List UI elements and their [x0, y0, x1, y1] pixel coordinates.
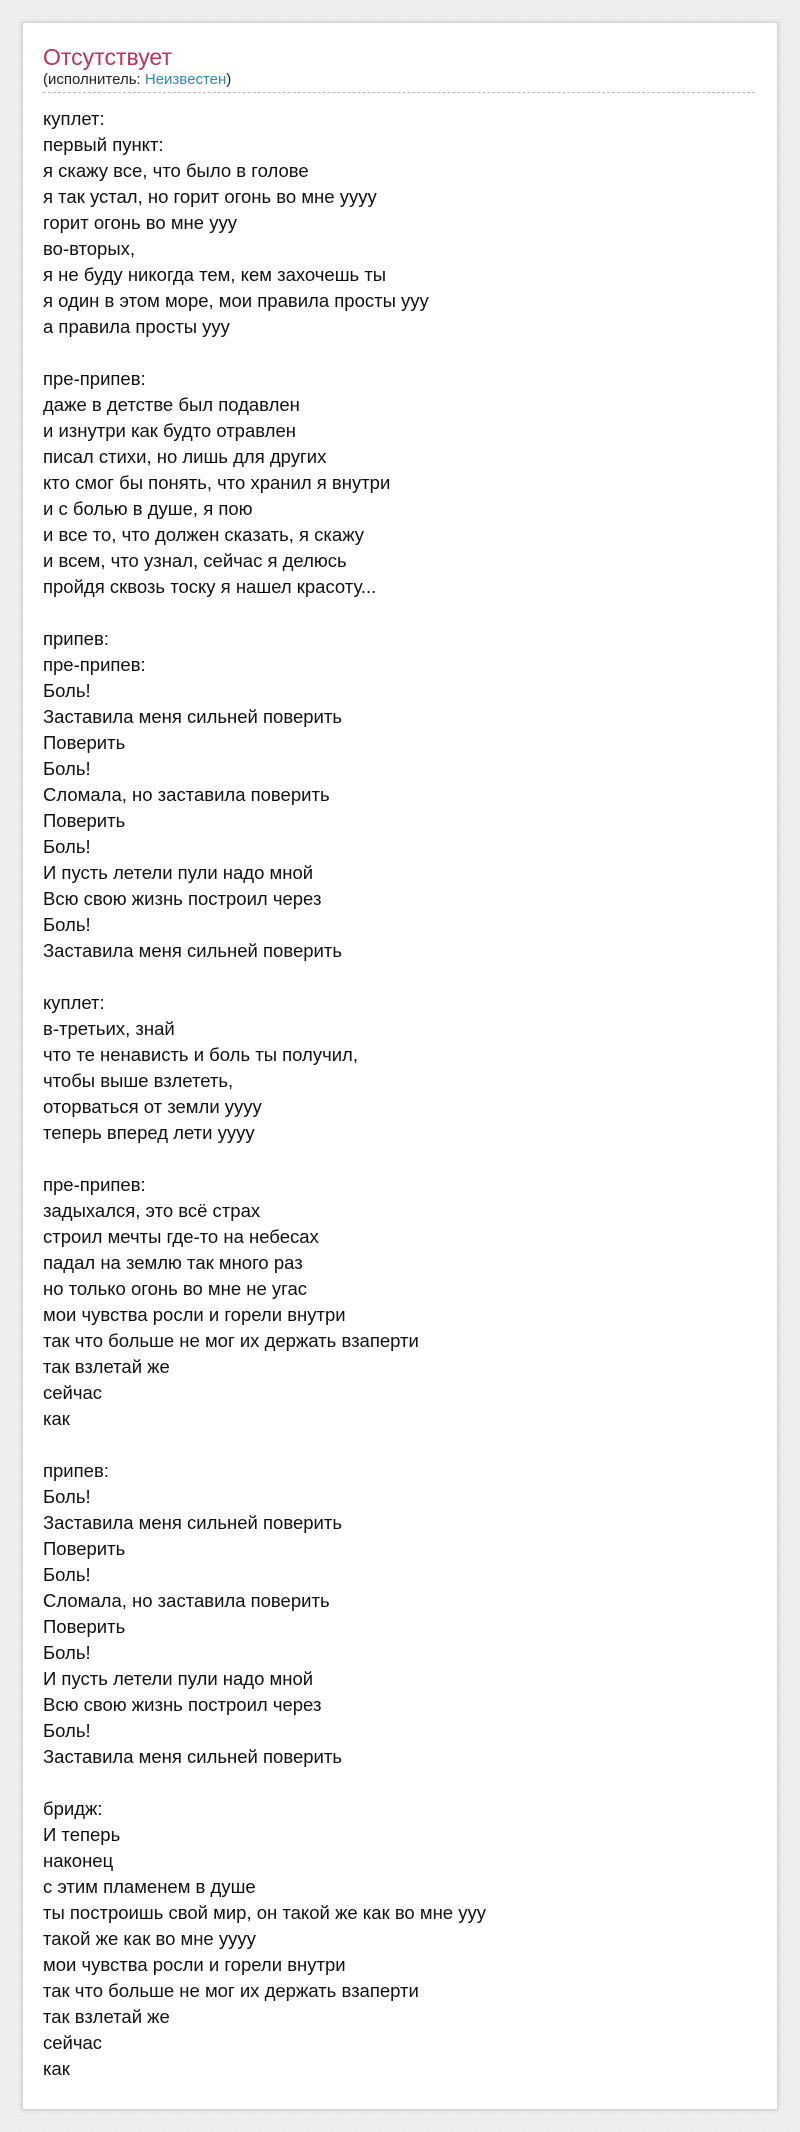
lyric-line: я так устал, но горит огонь во мне уууу: [43, 186, 377, 207]
lyric-line: что те ненависть и боль ты получил,: [43, 1044, 358, 1065]
lyric-line: пре-припев:: [43, 1174, 146, 1195]
artist-prefix: (исполнитель:: [43, 71, 145, 88]
lyric-line: я не буду никогда тем, кем захочешь ты: [43, 264, 387, 285]
lyric-line: падал на землю так много раз: [43, 1252, 303, 1273]
lyric-line: Боль!: [43, 758, 91, 779]
lyric-line: горит огонь во мне ууу: [43, 212, 237, 233]
blank-line: [43, 600, 757, 626]
lyric-line: Поверить: [43, 1538, 126, 1559]
lyric-line: и всем, что узнал, сейчас я делюсь: [43, 550, 347, 571]
lyric-line: так взлетай же: [43, 2006, 170, 2027]
lyric-line: Боль!: [43, 1720, 91, 1741]
lyric-line: ты построишь свой мир, он такой же как во мне ууу: [43, 1902, 486, 1923]
lyric-line: я скажу все, что было в голове: [43, 160, 309, 181]
blank-line: [43, 1770, 757, 1796]
lyric-line: как: [43, 2058, 70, 2079]
lyric-line: во-вторых,: [43, 238, 136, 259]
lyric-line: оторваться от земли уууу: [43, 1096, 262, 1117]
lyric-line: в-третьих, знай: [43, 1018, 175, 1039]
lyric-line: и с болью в душе, я пою: [43, 498, 253, 519]
lyric-line: Поверить: [43, 1616, 126, 1637]
lyric-line: Заставила меня сильней поверить: [43, 1512, 342, 1533]
lyric-line: куплет:: [43, 992, 105, 1013]
lyric-line: куплет:: [43, 108, 105, 129]
lyric-line: строил мечты где-то на небесах: [43, 1226, 319, 1247]
lyric-line: кто смог бы понять, что хранил я внутри: [43, 472, 391, 493]
lyrics-body: [43, 106, 757, 2082]
lyric-line: так взлетай же: [43, 1356, 170, 1377]
lyric-line: с этим пламенем в душе: [43, 1876, 256, 1897]
lyric-line: Боль!: [43, 1642, 91, 1663]
lyric-line: так что больше не мог их держать взаперти: [43, 1980, 419, 2001]
blank-line: [43, 1432, 757, 1458]
lyric-line: припев:: [43, 1460, 109, 1481]
lyric-line: наконец: [43, 1850, 114, 1871]
lyric-line: даже в детстве был подавлен: [43, 394, 300, 415]
lyric-line: Боль!: [43, 1564, 91, 1585]
lyric-line: задыхался, это всё страх: [43, 1200, 261, 1221]
lyric-line: такой же как во мне уууу: [43, 1928, 256, 1949]
lyric-line: Заставила меня сильней поверить: [43, 1746, 342, 1767]
lyric-line: бридж:: [43, 1798, 103, 1819]
lyric-line: сейчас: [43, 2032, 103, 2053]
lyric-line: как: [43, 1408, 70, 1429]
lyric-line: Поверить: [43, 732, 126, 753]
lyric-line: теперь вперед лети уууу: [43, 1122, 255, 1143]
blank-line: [43, 964, 757, 990]
lyric-line: И теперь: [43, 1824, 121, 1845]
lyric-line: Поверить: [43, 810, 126, 831]
lyric-line: Всю свою жизнь построил через: [43, 1694, 322, 1715]
lyric-line: пройдя сквозь тоску я нашел красоту...: [43, 576, 377, 597]
song-title: Отсутствует: [43, 44, 172, 70]
artist-suffix: ): [226, 71, 232, 88]
lyric-line: а правила просты ууу: [43, 316, 230, 337]
lyric-line: мои чувства росли и горели внутри: [43, 1304, 346, 1325]
lyric-line: так что больше не мог их держать взаперти: [43, 1330, 419, 1351]
lyric-line: я один в этом море, мои правила просты ууу: [43, 290, 429, 311]
lyric-line: чтобы выше взлететь,: [43, 1070, 234, 1091]
lyric-line: но только огонь во мне не угас: [43, 1278, 308, 1299]
artist-link[interactable]: Неизвестен: [144, 71, 227, 88]
blank-line: [43, 1146, 757, 1172]
lyric-line: И пусть летели пули надо мной: [43, 1668, 314, 1689]
lyric-line: сейчас: [43, 1382, 103, 1403]
lyric-line: Сломала, но заставила поверить: [43, 784, 330, 805]
lyrics-card: [22, 22, 778, 2110]
lyric-line: пре-припев:: [43, 654, 146, 675]
lyric-line: И пусть летели пули надо мной: [43, 862, 314, 883]
lyric-line: припев:: [43, 628, 109, 649]
lyric-line: Заставила меня сильней поверить: [43, 706, 342, 727]
lyric-line: Заставила меня сильней поверить: [43, 940, 342, 961]
lyric-line: Боль!: [43, 1486, 91, 1507]
lyric-line: и все то, что должен сказать, я скажу: [43, 524, 365, 545]
artist-line: [43, 71, 755, 93]
lyric-line: первый пункт:: [43, 134, 164, 155]
lyric-line: пре-припев:: [43, 368, 146, 389]
lyric-line: Боль!: [43, 836, 91, 857]
lyric-line: Сломала, но заставила поверить: [43, 1590, 330, 1611]
lyric-line: Боль!: [43, 680, 91, 701]
blank-line: [43, 340, 757, 366]
lyric-line: писал стихи, но лишь для других: [43, 446, 327, 467]
lyric-line: Боль!: [43, 914, 91, 935]
lyric-line: мои чувства росли и горели внутри: [43, 1954, 346, 1975]
lyric-line: Всю свою жизнь построил через: [43, 888, 322, 909]
lyric-line: и изнутри как будто отравлен: [43, 420, 296, 441]
